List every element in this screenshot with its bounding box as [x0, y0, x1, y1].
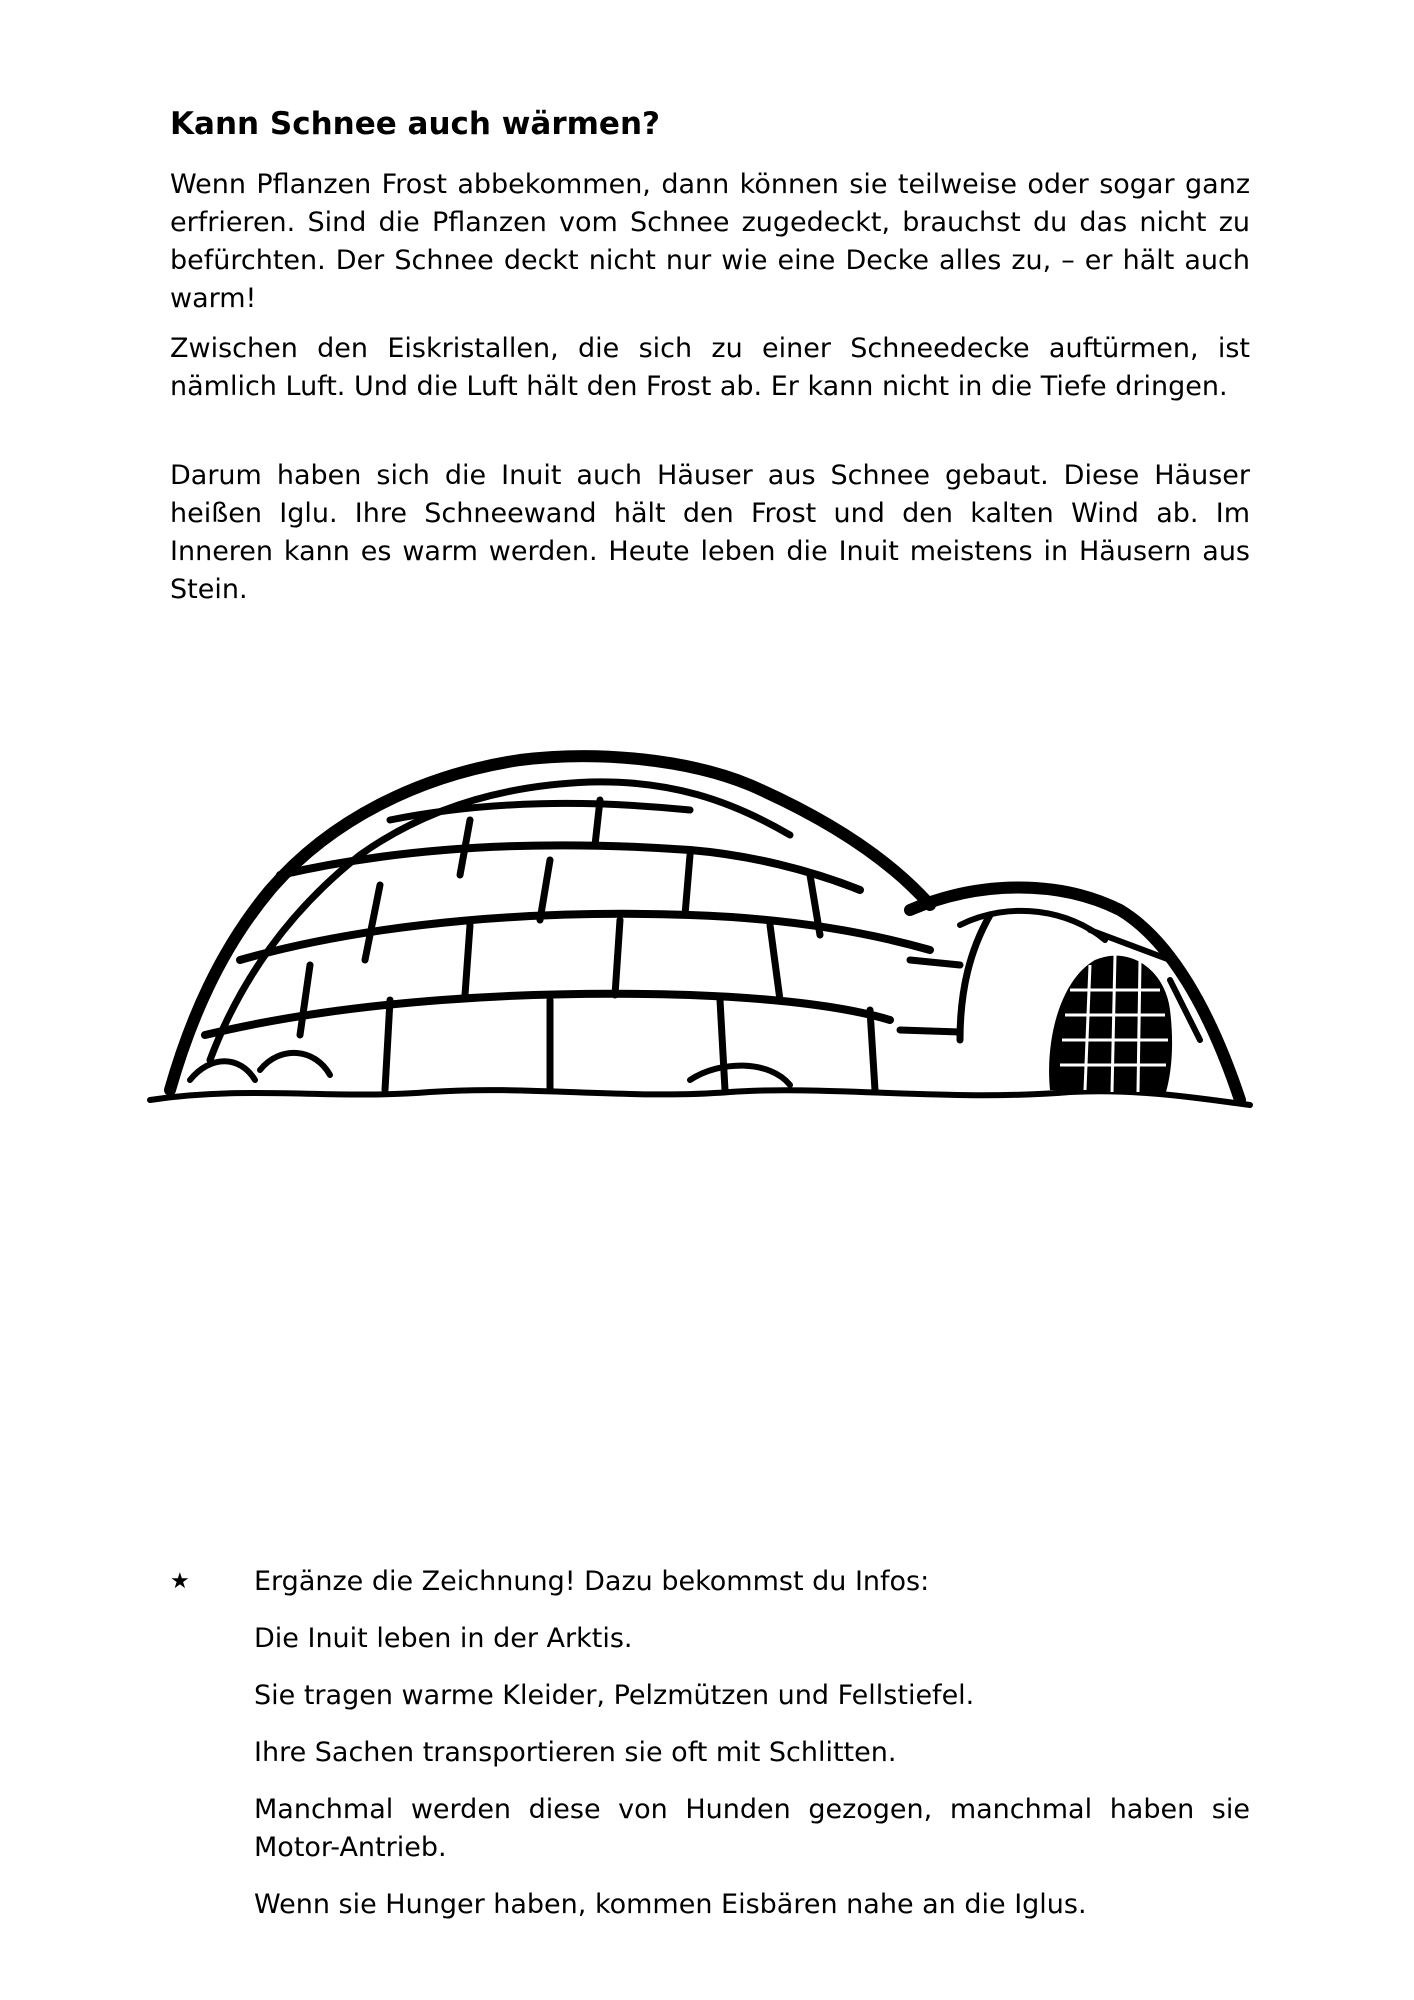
task-instruction: Ergänze die Zeichnung! Dazu bekommst du Infos:: [254, 1566, 930, 1597]
page-title: Kann Schnee auch wärmen?: [170, 106, 661, 142]
paragraph-inuit: Darum haben sich die Inuit auch Häuser aus Schnee gebaut. Diese Häuser heißen Iglu. Ihre Schneewand hält den Frost und den kalten Wind ab. Im Inneren kann es warm werden. Heute leben die Inuit meistens in Häusern aus Stein.: [170, 460, 1250, 605]
igloo-drawing: [130, 660, 1260, 1110]
paragraph-air: Zwischen den Eiskristallen, die sich zu einer Schneedecke auftürmen, ist nämlich Luft. Und die Luft hält den Frost ab. Er kann nicht in die Tiefe dringen.: [170, 333, 1250, 402]
task-info-polarbears: Wenn sie Hunger haben, kommen Eisbären nahe an die Iglus.: [254, 1889, 1087, 1920]
task-info-arctic: Die Inuit leben in der Arktis.: [254, 1623, 633, 1654]
task-info-dogs: Manchmal werden diese von Hunden gezogen, manchmal haben sie Motor-Antrieb.: [254, 1794, 1250, 1863]
task-item: [170, 1563, 1250, 1943]
paragraph-frost: Wenn Pflanzen Frost abbekommen, dann können sie teilweise oder sogar ganz erfrieren. Sind die Pflanzen vom Schnee zugedeckt, brauchst du das nicht zu befürchten. Der Schnee deckt nicht nur wie eine Decke alles zu, – er hält auch warm!: [170, 169, 1250, 314]
ground-line: [150, 1090, 1250, 1105]
brick-row-1: [240, 914, 930, 960]
task-lines: [254, 1563, 1250, 1943]
igloo-door: [1049, 956, 1172, 1095]
task-info-clothing: Sie tragen warme Kleider, Pelzmützen und Fellstiefel.: [254, 1680, 975, 1711]
brick-row-4: [390, 803, 690, 820]
task-info-sleds: Ihre Sachen transportieren sie oft mit Schlitten.: [254, 1737, 897, 1768]
star-icon: ★: [170, 1569, 190, 1594]
task-section: [170, 1563, 1250, 1943]
